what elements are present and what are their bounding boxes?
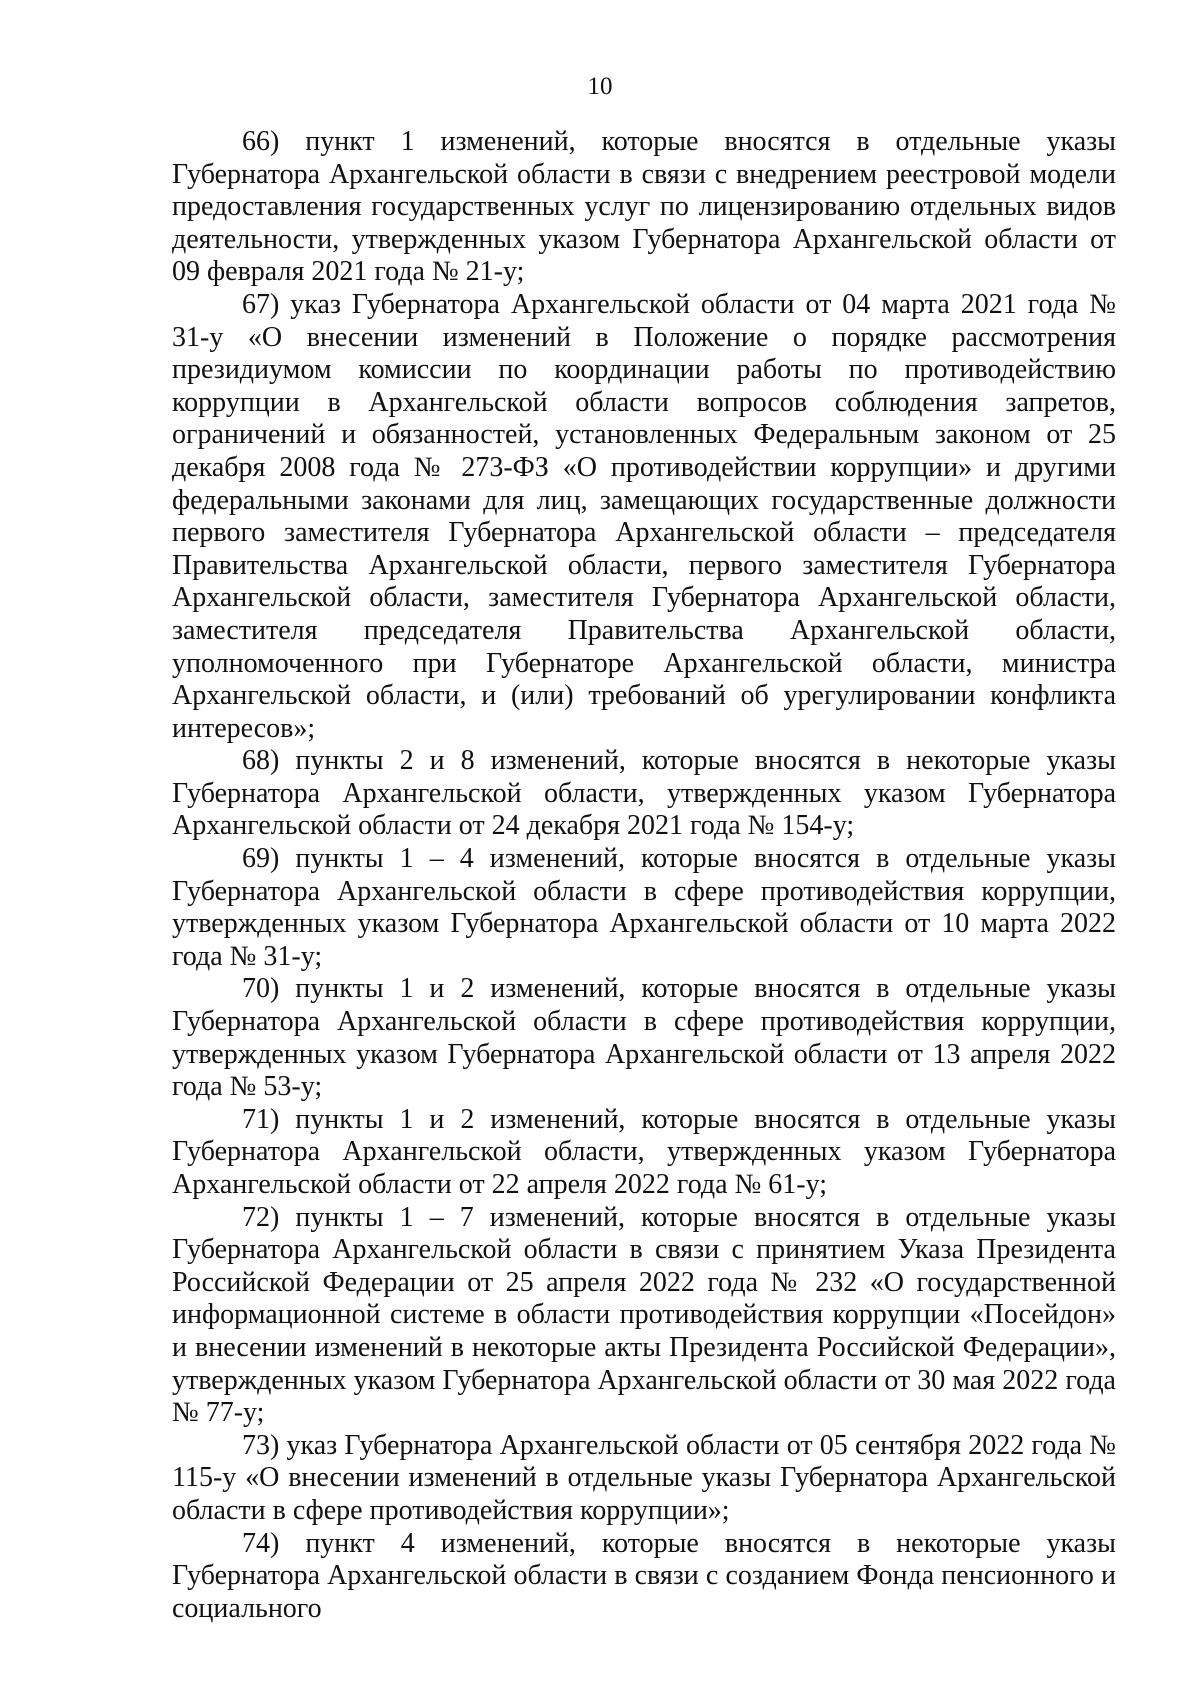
paragraph-item-71: 71) пункты 1 и 2 изменений, которые вносятся в отдельные указы Губернатора Архангельской области, утвержденных указом Губернатора Архангельской области от 22 апреля 2022 года № 61-у; — [172, 1103, 1116, 1200]
document-body — [172, 126, 1116, 1625]
paragraph-item-67: 67) указ Губернатора Архангельской области от 04 марта 2021 года № 31-у «О внесении изменений в Положение о порядке рассмотрения президиумом комиссии по координации работы по противодействию коррупции в Архангельской области вопросов соблюдения запретов, ограничений и обязанностей, установленных Федеральным законом от 25 декабря 2008 года № 273-ФЗ «О противодействии коррупции» и другими федеральными законами для лиц, замещающих государственные должности первого заместителя Губернатора Архангельской области – председателя Правительства Архангельской области, первого заместителя Губернатора Архангельской области, заместителя Губернатора Архангельской области, заместителя председателя Правительства Архангельской области, уполномоченного при Губернаторе Архангельской области, министра Архангельской области, и (или) требований об урегулировании конфликта интересов»; — [172, 288, 1116, 744]
paragraph-item-70: 70) пункты 1 и 2 изменений, которые вносятся в отдельные указы Губернатора Архангельской области в сфере противодействия коррупции, утвержденных указом Губернатора Архангельской области от 13 апреля 2022 года № 53-у; — [172, 973, 1116, 1103]
paragraph-item-68: 68) пункты 2 и 8 изменений, которые вносятся в некоторые указы Губернатора Архангельской области, утвержденных указом Губернатора Архангельской области от 24 декабря 2021 года № 154-у; — [172, 745, 1116, 842]
paragraph-item-74: 74) пункт 4 изменений, которые вносятся в некоторые указы Губернатора Архангельской области в связи с созданием Фонда пенсионного и социального — [172, 1527, 1116, 1624]
paragraph-item-69: 69) пункты 1 – 4 изменений, которые вносятся в отдельные указы Губернатора Архангельской области в сфере противодействия коррупции, утвержденных указом Губернатора Архангельской области от 10 марта 2022 года № 31-у; — [172, 843, 1116, 972]
paragraph-item-66: 66) пункт 1 изменений, которые вносятся в отдельные указы Губернатора Архангельской области в связи с внедрением реестровой модели предоставления государственных услуг по лицензированию отдельных видов деятельности, утвержденных указом Губернатора Архангельской области от 09 февраля 2021 года № 21-у; — [172, 126, 1116, 288]
page-number: 10 — [587, 73, 613, 100]
paragraph-item-72: 72) пункты 1 – 7 изменений, которые вносятся в отдельные указы Губернатора Архангельской области в связи с принятием Указа Президента Российской Федерации от 25 апреля 2022 года № 232 «О государственной информационной системе в области противодействия коррупции «Посейдон» и внесении изменений в некоторые акты Президента Российской Федерации», утвержденных указом Губернатора Архангельской области от 30 мая 2022 года № 77-у; — [172, 1201, 1116, 1429]
paragraph-item-73: 73) указ Губернатора Архангельской области от 05 сентября 2022 года № 115-у «О внесении изменений в отдельные указы Губернатора Архангельской области в сфере противодействия коррупции»; — [172, 1429, 1116, 1526]
